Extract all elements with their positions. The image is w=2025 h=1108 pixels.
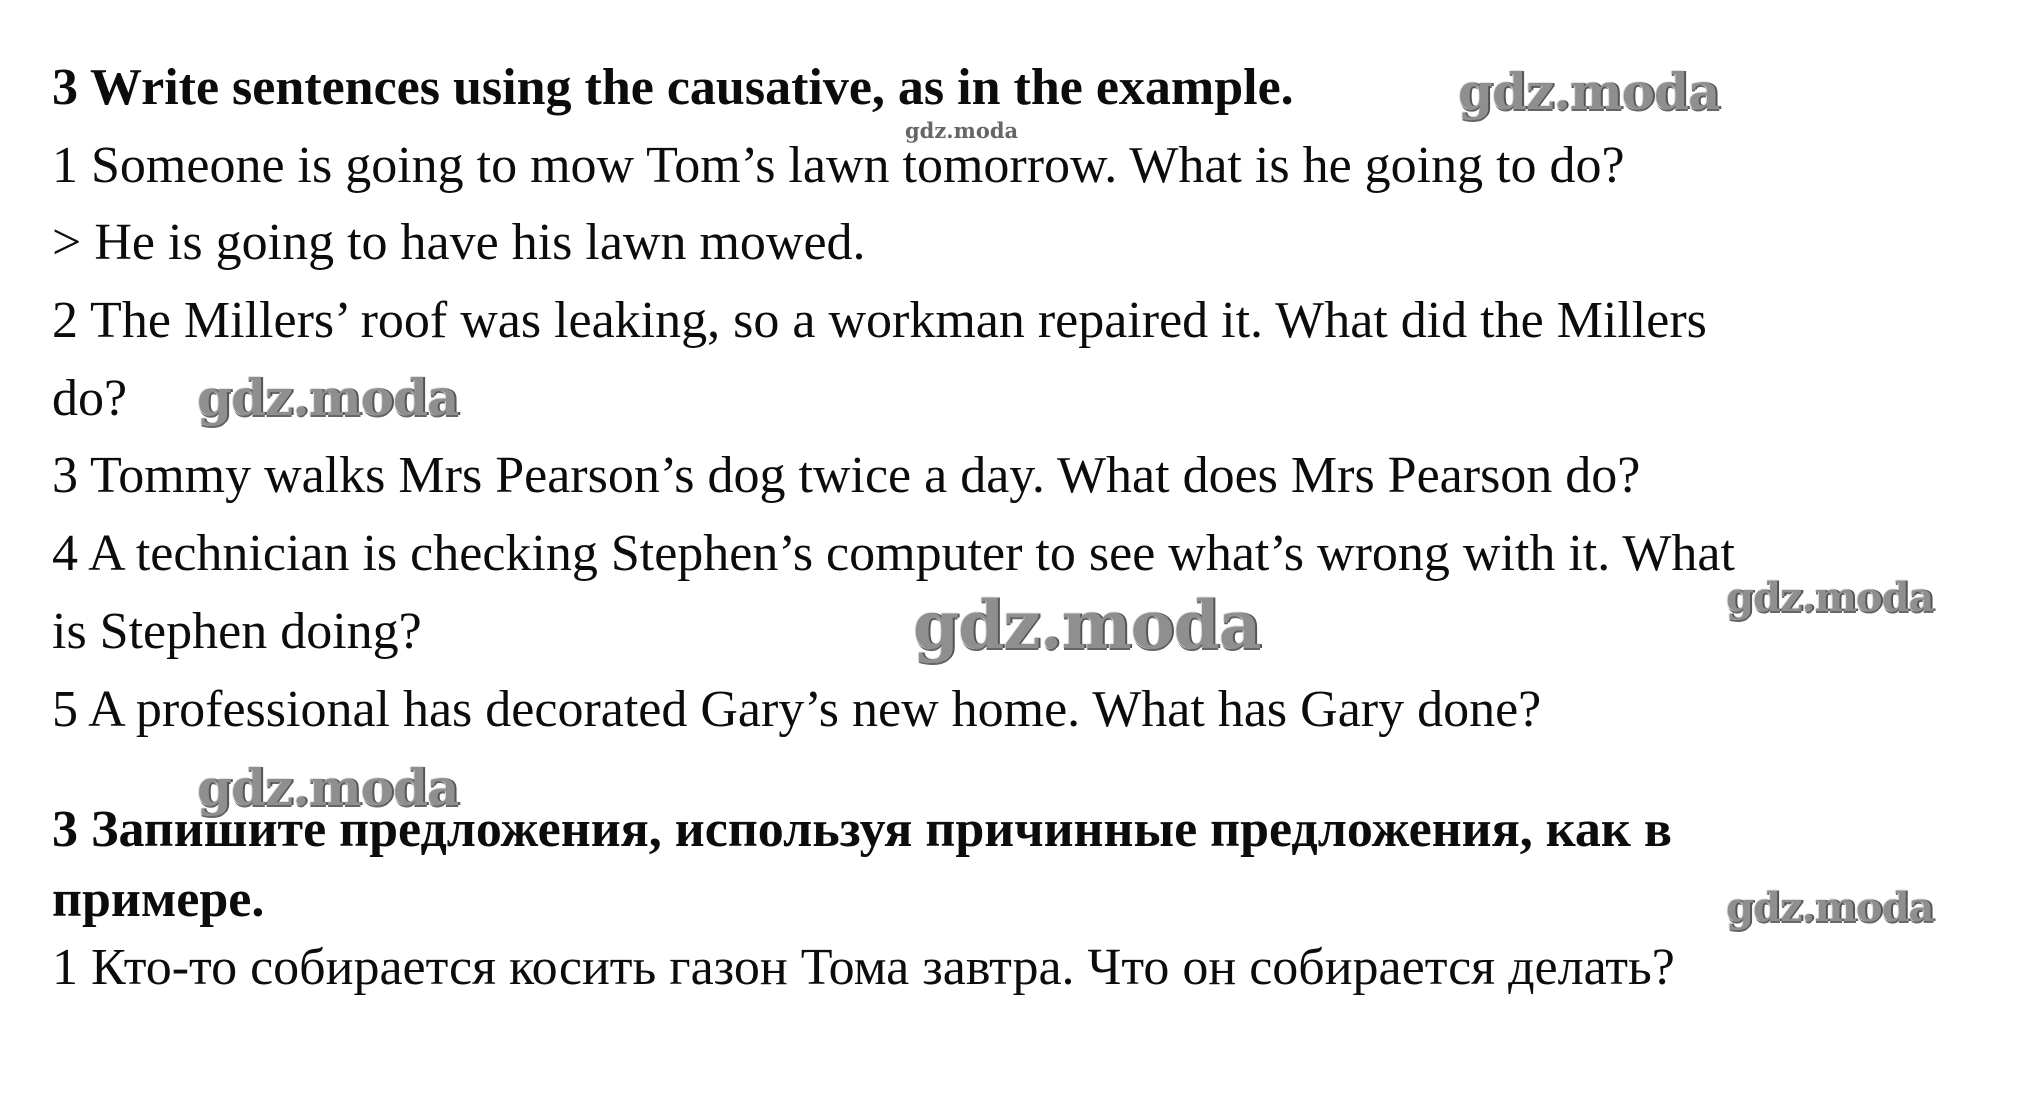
translated-sentence-1: 1 Кто-то собирается косить газон Тома завтра. Что он собирается делать?: [52, 939, 1675, 996]
watermark: gdz.moda: [197, 368, 459, 427]
watermark: gdz.moda: [913, 586, 1261, 664]
exercise-heading-russian-continued: примере.: [52, 871, 265, 928]
watermark: gdz.moda: [1458, 62, 1720, 121]
example-answer: > He is going to have his lawn mowed.: [52, 214, 866, 271]
sentence-2-continued: do?: [52, 370, 128, 427]
exercise-heading-english: 3 Write sentences using the causative, as in the example.: [52, 59, 1294, 116]
watermark: gdz.moda: [1726, 884, 1934, 931]
sentence-4: 4 A technician is checking Stephen’s computer to see what’s wrong with it. What: [52, 525, 1735, 582]
exercise-heading-russian: 3 Запишите предложения, используя причинные предложения, как в: [52, 801, 1672, 858]
sentence-4-continued: is Stephen doing?: [52, 603, 422, 660]
watermark: gdz.moda: [1726, 574, 1934, 621]
sentence-1: 1 Someone is going to mow Tom’s lawn tomorrow. What is he going to do?: [52, 137, 1625, 194]
watermark: gdz.moda: [905, 118, 1019, 143]
sentence-5: 5 A professional has decorated Gary’s new home. What has Gary done?: [52, 681, 1542, 738]
sentence-3: 3 Tommy walks Mrs Pearson’s dog twice a day. What does Mrs Pearson do?: [52, 447, 1641, 504]
sentence-2: 2 The Millers’ roof was leaking, so a workman repaired it. What did the Millers: [52, 292, 1707, 349]
watermark: gdz.moda: [197, 758, 459, 817]
